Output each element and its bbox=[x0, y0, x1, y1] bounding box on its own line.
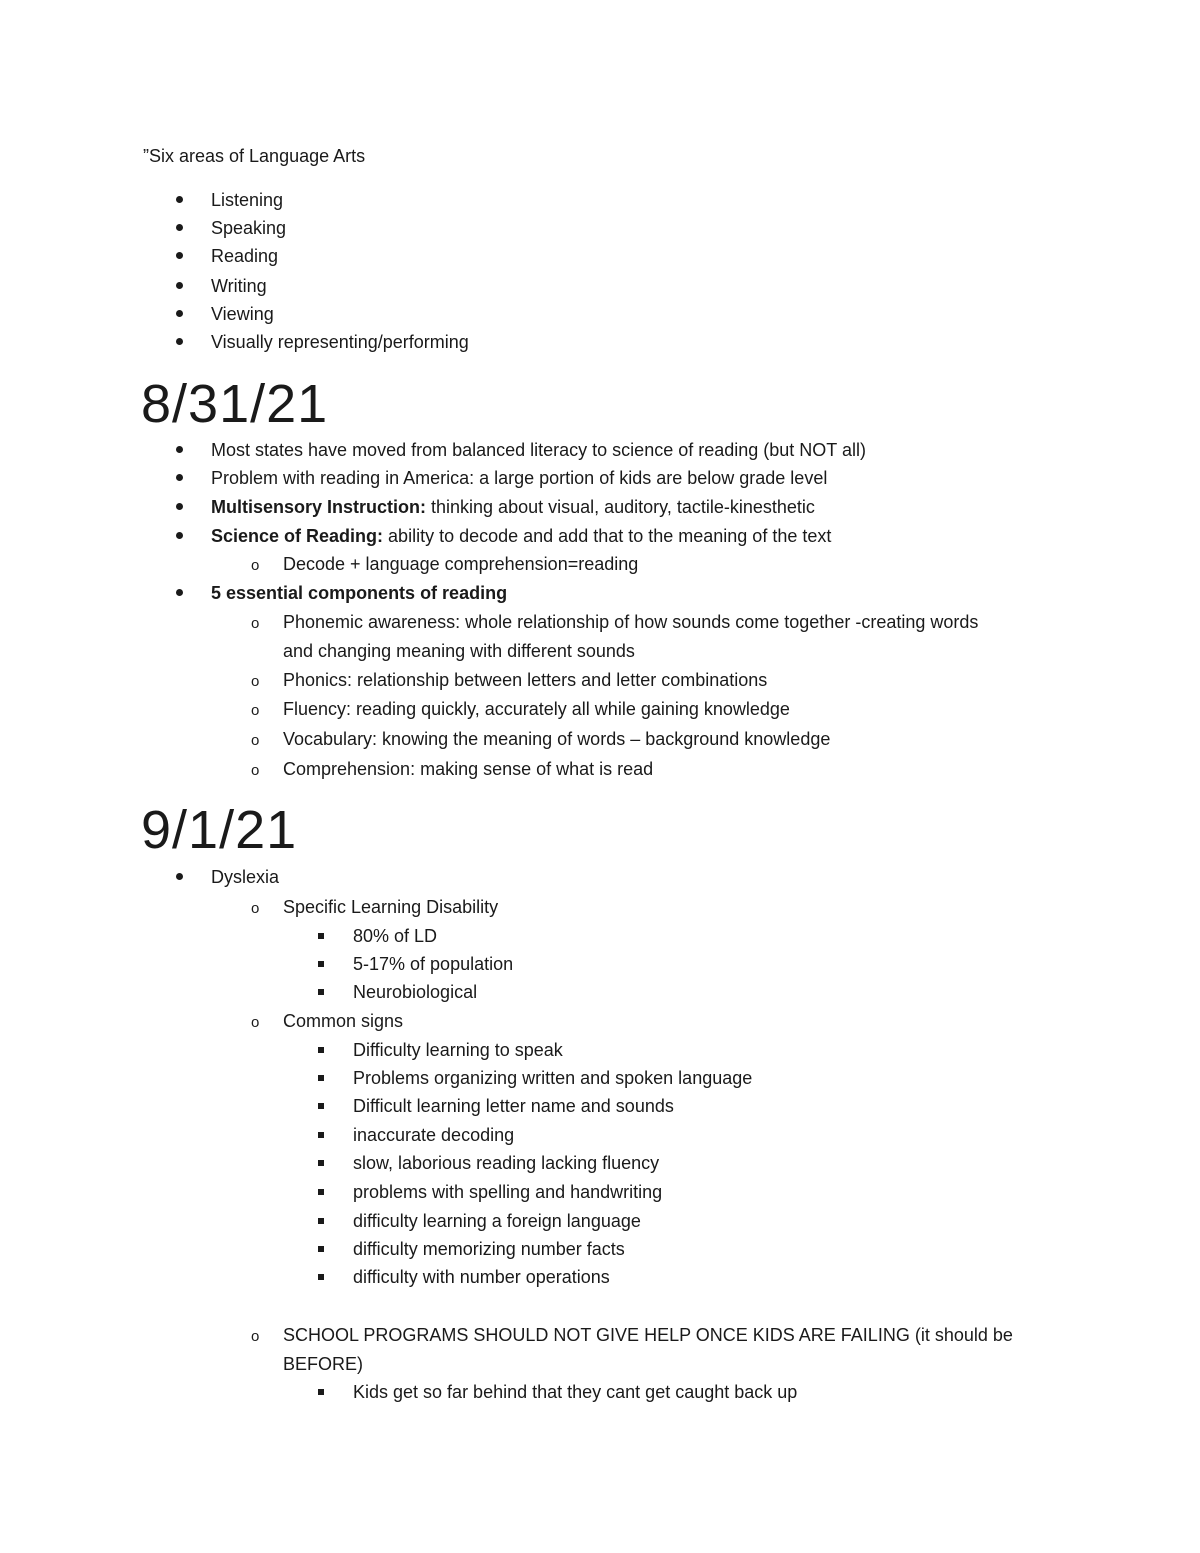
square-bullet bbox=[318, 961, 324, 967]
sub-list-item: SCHOOL PROGRAMS SHOULD NOT GIVE HELP ONCE KIDS ARE FAILING (it should be bbox=[283, 1325, 1013, 1345]
sub-list-item: Phonics: relationship between letters and letter combinations bbox=[283, 670, 768, 690]
sub-list-item: Common signs bbox=[283, 1011, 404, 1031]
bullet-dot bbox=[176, 224, 183, 231]
bullet-dot bbox=[176, 196, 183, 203]
circle-bullet: o bbox=[251, 702, 260, 719]
sub-sub-list-item: slow, laborious reading lacking fluency bbox=[353, 1153, 660, 1173]
square-bullet bbox=[318, 1075, 324, 1081]
list-item bbox=[211, 525, 831, 547]
list-item bbox=[211, 496, 815, 518]
term-definition: thinking about visual, auditory, tactile-kinesthetic bbox=[426, 497, 815, 517]
sub-list-item-continued: BEFORE) bbox=[283, 1354, 364, 1374]
bullet-dot bbox=[176, 873, 183, 880]
list-item: Most states have moved from balanced literacy to science of reading (but NOT all) bbox=[211, 440, 866, 460]
square-bullet bbox=[318, 1047, 324, 1053]
square-bullet bbox=[318, 1246, 324, 1252]
list-item: Dyslexia bbox=[211, 867, 280, 887]
sub-sub-list-item: problems with spelling and handwriting bbox=[353, 1182, 663, 1202]
bullet-dot bbox=[176, 338, 183, 345]
sub-list-item: Specific Learning Disability bbox=[283, 897, 499, 917]
bullet-dot bbox=[176, 503, 183, 510]
bullet-dot bbox=[176, 252, 183, 259]
square-bullet bbox=[318, 1274, 324, 1280]
list-item: Writing bbox=[211, 276, 267, 296]
sub-sub-list-item: 80% of LD bbox=[353, 926, 438, 946]
sub-list-item: Comprehension: making sense of what is read bbox=[283, 759, 654, 779]
sub-sub-list-item: Difficult learning letter name and sounds bbox=[353, 1096, 674, 1116]
date-heading-2: 9/1/21 bbox=[141, 800, 298, 860]
sub-list-item: Fluency: reading quickly, accurately all while gaining knowledge bbox=[283, 699, 790, 719]
sub-list-item-continued: and changing meaning with different sounds bbox=[283, 641, 635, 661]
sub-list-item: Vocabulary: knowing the meaning of words – background knowledge bbox=[283, 729, 831, 749]
circle-bullet: o bbox=[251, 762, 260, 779]
square-bullet bbox=[318, 1103, 324, 1109]
square-bullet bbox=[318, 1160, 324, 1166]
square-bullet bbox=[318, 933, 324, 939]
sub-sub-list-item: 5-17% of population bbox=[353, 954, 514, 974]
sub-sub-list-item: Kids get so far behind that they cant get caught back up bbox=[353, 1382, 798, 1402]
term-label: Science of Reading: bbox=[211, 526, 384, 546]
list-item: Problem with reading in America: a large portion of kids are below grade level bbox=[211, 468, 828, 488]
sub-sub-list-item: Difficulty learning to speak bbox=[353, 1040, 563, 1060]
bullet-dot bbox=[176, 589, 183, 596]
bullet-dot bbox=[176, 282, 183, 289]
circle-bullet: o bbox=[251, 900, 260, 917]
sub-sub-list-item: difficulty memorizing number facts bbox=[353, 1239, 625, 1259]
bullet-dot bbox=[176, 446, 183, 453]
circle-bullet: o bbox=[251, 673, 260, 690]
square-bullet bbox=[318, 1389, 324, 1395]
circle-bullet: o bbox=[251, 1014, 260, 1031]
circle-bullet: o bbox=[251, 615, 260, 632]
sub-sub-list-item: inaccurate decoding bbox=[353, 1125, 515, 1145]
sub-list-item: Phonemic awareness: whole relationship of how sounds come together -creating words bbox=[283, 612, 979, 632]
list-item: Listening bbox=[211, 190, 284, 210]
square-bullet bbox=[318, 989, 324, 995]
square-bullet bbox=[318, 1132, 324, 1138]
sub-sub-list-item: difficulty with number operations bbox=[353, 1267, 610, 1287]
date-heading-1: 8/31/21 bbox=[141, 374, 329, 434]
circle-bullet: o bbox=[251, 1328, 260, 1345]
sub-list-item: Decode + language comprehension=reading bbox=[283, 554, 639, 574]
term-definition: ability to decode and add that to the meaning of the text bbox=[383, 526, 832, 546]
circle-bullet: o bbox=[251, 557, 260, 574]
term-label: Multisensory Instruction: bbox=[211, 497, 427, 517]
square-bullet bbox=[318, 1218, 324, 1224]
list-item: Viewing bbox=[211, 304, 274, 324]
list-item: Reading bbox=[211, 246, 279, 266]
list-item: Visually representing/performing bbox=[211, 332, 469, 352]
sub-sub-list-item: Problems organizing written and spoken language bbox=[353, 1068, 753, 1088]
square-bullet bbox=[318, 1189, 324, 1195]
sub-sub-list-item: difficulty learning a foreign language bbox=[353, 1211, 641, 1231]
circle-bullet: o bbox=[251, 732, 260, 749]
bullet-dot bbox=[176, 532, 183, 539]
list-item: Speaking bbox=[211, 218, 287, 238]
components-title: 5 essential components of reading bbox=[211, 583, 508, 603]
bullet-dot bbox=[176, 310, 183, 317]
intro-text: ”Six areas of Language Arts bbox=[143, 146, 366, 166]
bullet-dot bbox=[176, 474, 183, 481]
sub-sub-list-item: Neurobiological bbox=[353, 982, 478, 1002]
